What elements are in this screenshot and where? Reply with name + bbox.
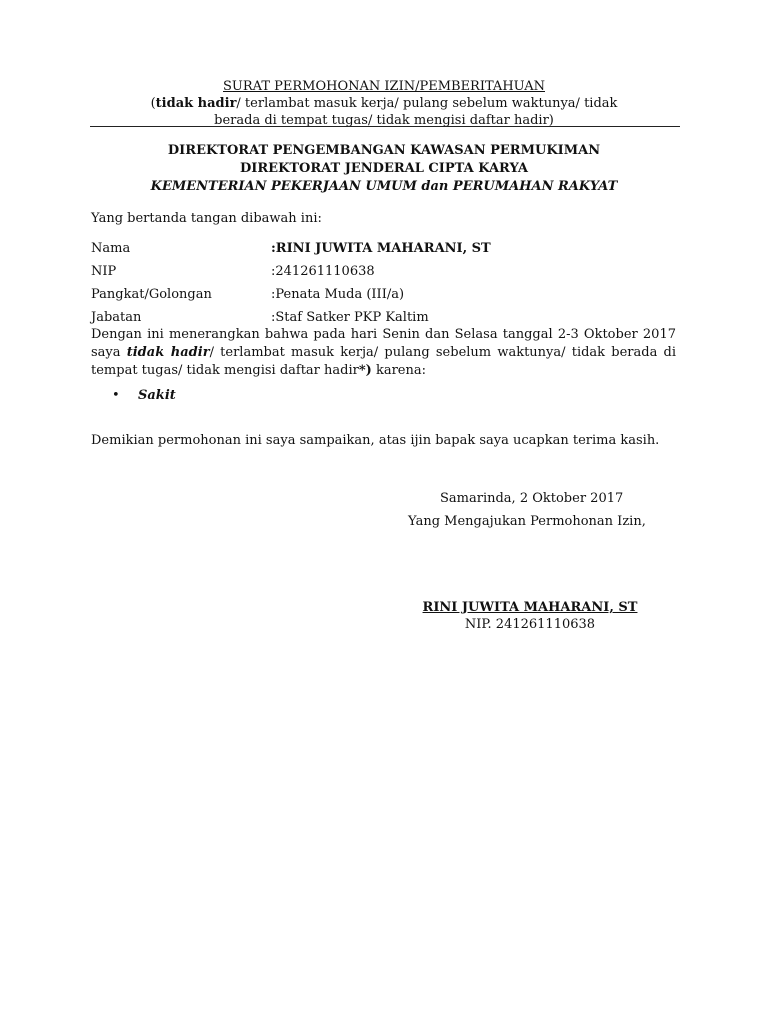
reason-text: Sakit	[138, 388, 176, 403]
closing-paragraph: Demikian permohonan ini saya sampaikan, atas ijin bapak saya ucapkan terima kasih.	[91, 433, 660, 448]
org-line2: DIREKTORAT JENDERAL CIPTA KARYA	[240, 161, 528, 176]
intro-text: Yang bertanda tangan dibawah ini:	[91, 211, 322, 226]
reason-list-item	[112, 387, 176, 405]
statement-part3: karena:	[371, 363, 426, 378]
letter-subtitle-line2: berada di tempat tugas/ tidak mengisi daftar hadir)	[214, 113, 554, 128]
place-date: Samarinda, 2 Oktober 2017	[440, 491, 624, 506]
organization-block	[90, 142, 678, 196]
signer-name: RINI JUWITA MAHARANI, ST	[422, 600, 638, 615]
field-label: Nama	[91, 241, 131, 256]
org-line1: DIREKTORAT PENGEMBANGAN KAWASAN PERMUKIMAN	[167, 143, 601, 158]
field-row-nip	[91, 260, 491, 283]
statement-mark: *)	[358, 363, 372, 378]
signer-nip: NIP. 241261110638	[464, 617, 596, 632]
field-value: :Staf Satker PKP Kaltim	[271, 310, 429, 325]
statement-paragraph	[91, 326, 676, 380]
field-label: Jabatan	[91, 310, 142, 325]
statement-emphasis: tidak hadir	[126, 345, 210, 360]
identity-fields	[91, 237, 491, 329]
org-line3-b: dan	[421, 179, 449, 194]
statement-part2: / terlambat masuk kerja/ pulang sebelum waktunya/ tidak berada di tempat tugas/ tidak mengisi daftar hadir	[91, 345, 677, 378]
field-value: :241261110638	[271, 264, 375, 279]
field-row-name	[91, 237, 491, 260]
org-line3	[90, 178, 678, 196]
org-line3-c: PERUMAHAN RAKYAT	[448, 179, 618, 194]
subtitle-bold: tidak hadir	[155, 96, 237, 111]
field-label: NIP	[91, 264, 117, 279]
subtitle-paren: (	[150, 96, 156, 111]
letter-subtitle-line1	[90, 95, 678, 112]
header-divider	[90, 126, 680, 127]
field-value: :RINI JUWITA MAHARANI, ST	[271, 241, 491, 256]
signature-block	[402, 599, 658, 633]
org-line3-a: KEMENTERIAN PEKERJAAN UMUM	[150, 179, 422, 194]
field-value: :Penata Muda (III/a)	[271, 287, 405, 302]
bullet-icon: •	[112, 388, 120, 403]
letter-header	[90, 78, 678, 129]
field-label: Pangkat/Golongan	[91, 287, 212, 302]
applicant-label: Yang Mengajukan Permohonan Izin,	[408, 514, 646, 529]
subtitle-rest1: / terlambat masuk kerja/ pulang sebelum waktunya/ tidak	[236, 96, 618, 111]
field-row-rank	[91, 283, 491, 306]
statement-part1: Dengan ini menerangkan bahwa pada hari Senin dan Selasa tanggal 2-3 Oktober 2017 saya	[91, 327, 676, 360]
letter-title: SURAT PERMOHONAN IZIN/PEMBERITAHUAN	[223, 79, 545, 94]
